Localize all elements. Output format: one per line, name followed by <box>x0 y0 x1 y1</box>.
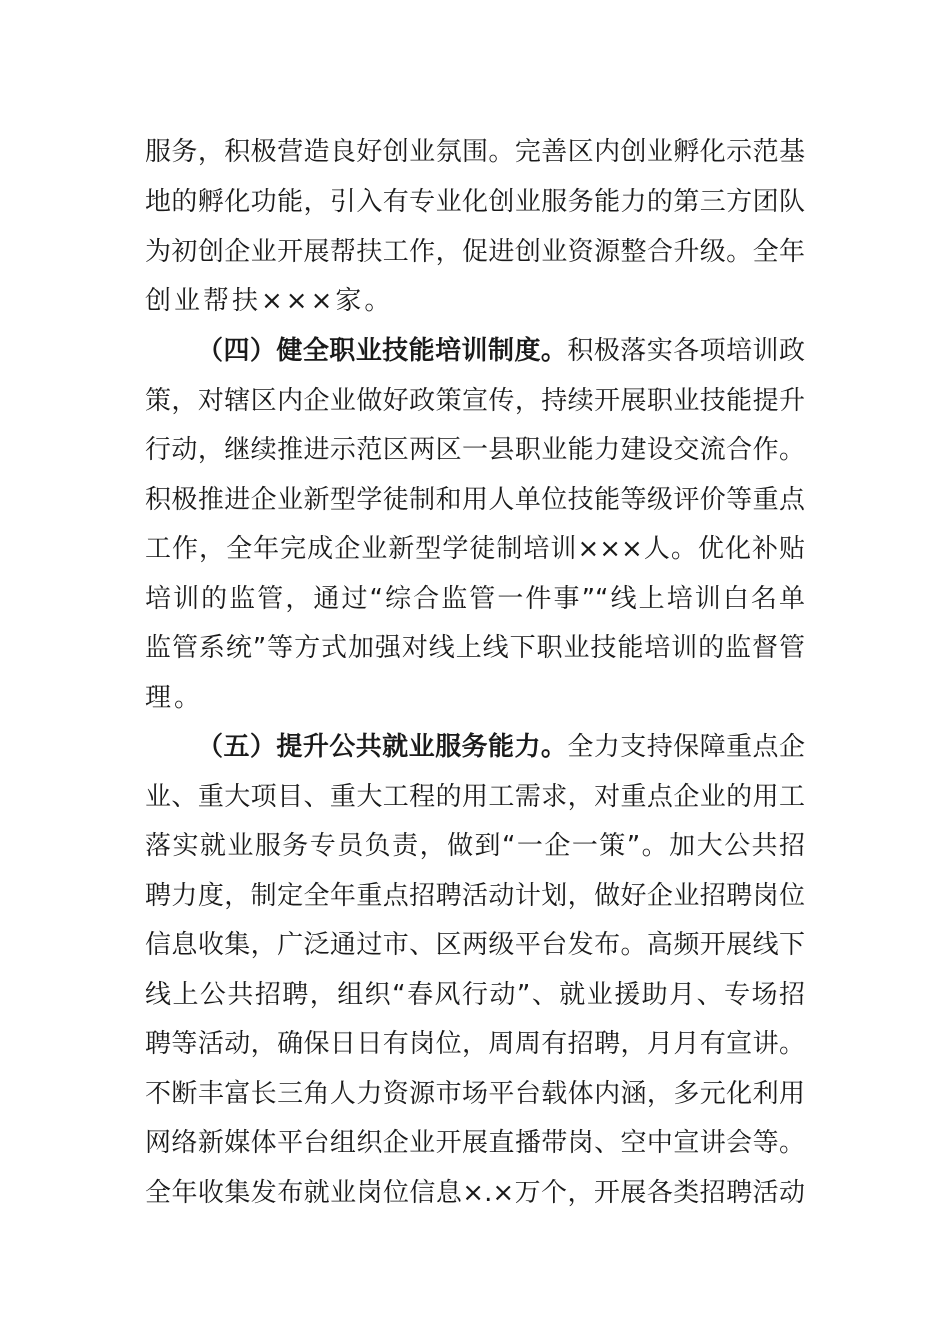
text-line: 全年收集发布就业岗位信息×.×万个，开展各类招聘活动 <box>145 1178 805 1208</box>
text-line: 聘力度，制定全年重点招聘活动计划，做好企业招聘岗位 <box>145 881 805 911</box>
text-line: 行动，继续推进示范区两区一县职业能力建设交流合作。 <box>145 435 805 465</box>
paragraph-first-line <box>197 727 805 767</box>
text-line: 监管系统”等方式加强对线上线下职业技能培训的监督管 <box>145 633 805 663</box>
text-line: 培训的监管，通过“综合监管一件事”“线上培训白名单 <box>145 584 805 614</box>
text-line: 业、重大项目、重大工程的用工需求，对重点企业的用工 <box>145 782 805 812</box>
text-line: 服务，积极营造良好创业氛围。完善区内创业孵化示范基 <box>145 137 805 167</box>
text-span: 积极落实各项培训政 <box>567 336 805 366</box>
text-line: 信息收集，广泛通过市、区两级平台发布。高频开展线下 <box>145 930 805 960</box>
text-span: 全力支持保障重点企 <box>567 732 805 762</box>
text-line: 地的孵化功能，引入有专业化创业服务能力的第三方团队 <box>145 187 805 217</box>
text-line: 策，对辖区内企业做好政策宣传，持续开展职业技能提升 <box>145 386 805 416</box>
text-line: 创业帮扶×××家。 <box>145 286 394 316</box>
paragraph-first-line <box>197 331 805 371</box>
section-heading: （四）健全职业技能培训制度。 <box>197 336 568 366</box>
text-line: 积极推进企业新型学徒制和用人单位技能等级评价等重点 <box>145 485 805 515</box>
text-line: 为初创企业开展帮扶工作，促进创业资源整合升级。全年 <box>145 237 805 267</box>
text-line: 理。 <box>145 683 204 713</box>
section-heading: （五）提升公共就业服务能力。 <box>197 732 568 762</box>
text-line: 工作，全年完成企业新型学徒制培训×××人。优化补贴 <box>145 534 805 564</box>
text-line: 线上公共招聘，组织“春风行动”、就业援助月、专场招 <box>145 980 805 1010</box>
text-line: 聘等活动，确保日日有岗位，周周有招聘，月月有宣讲。 <box>145 1029 805 1059</box>
text-line: 网络新媒体平台组织企业开展直播带岗、空中宣讲会等。 <box>145 1128 805 1158</box>
text-line: 落实就业服务专员负责，做到“一企一策”。加大公共招 <box>145 831 805 861</box>
text-line: 不断丰富长三角人力资源市场平台载体内涵，多元化利用 <box>145 1079 805 1109</box>
